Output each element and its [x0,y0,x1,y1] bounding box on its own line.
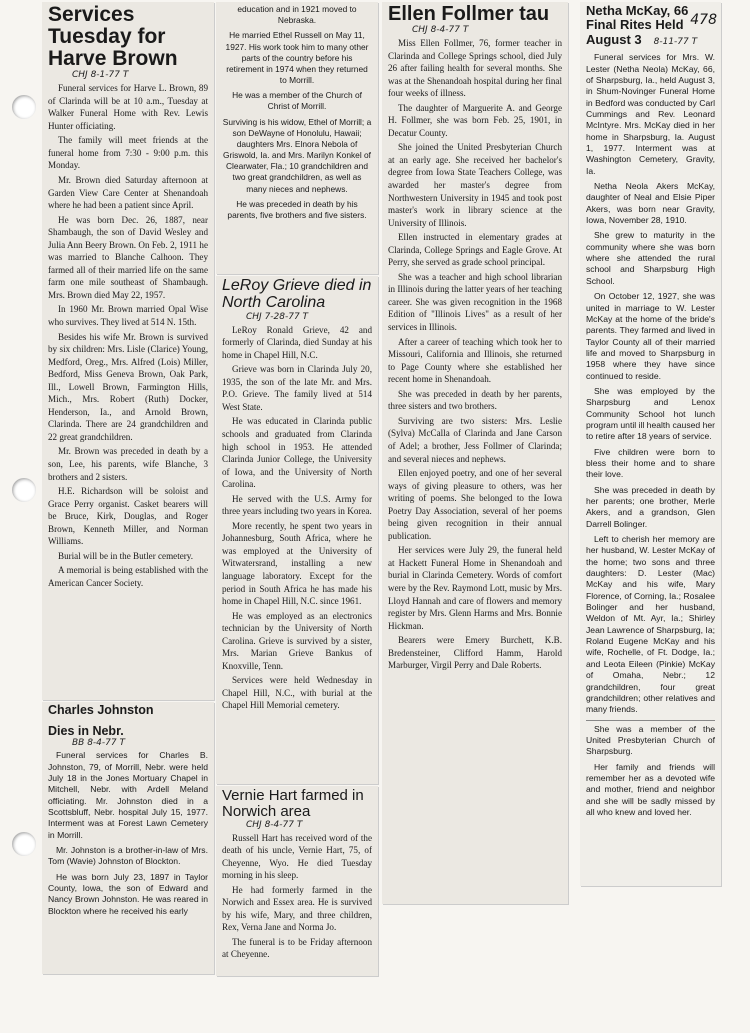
handwritten-note: CHJ 8-4-77 T [246,819,303,830]
binder-hole [12,95,36,119]
paragraph: Left to cherish her memory are her husband, W. Lester McKay of the home; two sons and three daughters: D. Lester (Mac) McKay and his wife, Mary Florence, of Corning, Ia.; Rosalee Bolinger and her husband, Weldon of Mt. Ayr, Ia.; Shirley Jean Lawrence of Sharpsburg, Ia; Roland Eugene McKay and his wife, Rochelle, of Ft. Dodge, Ia.; and Leota Eileen (Pinkie) McKay of Omaha, Nebr.; 12 grandchildren, four great grandchildren; other relatives and many friends. [586,534,715,715]
obituary-leroy-grieve [216,276,378,784]
paragraph: Besides his wife Mr. Brown is survived by six children: Mrs. Lisle (Clarice) Young, Medford, Oreg., Mrs. Alfred (Lois) Miller, Bedford, Miss Geneva Brown, Oak Park, Ill., Lowell Brown, Farmington Hills, Mich., Mrs. Robert (Ruth) Docker, Henderson, Ia., and Arnold Brown, Clarinda. There are 24 grandchildren and 22 great grandchildren. [48,331,208,442]
obituary-netha-mckay [580,2,721,886]
paragraph: She was employed by the Sharpsburg and Lenox Community School hot lunch program until ill health caused her to retire after 18 years of service. [586,385,715,442]
paragraph: Ellen enjoyed poetry, and one of her several ways of giving pleasure to others, was her writing of poems. She belonged to the Iowa Poetry Day Association, several of her poems being given recognition in their annual publication. [388,468,562,541]
page-number: 478 [690,12,717,28]
paragraph: H.E. Richardson will be soloist and Grace Perry organist. Casket bearers will be Bruce, Kirk, Douglas, and Roger Brown, Kenneth Miller, and Norman Williams. [48,486,208,547]
paragraph: In 1960 Mr. Brown married Opal Wise who survives. They lived at 514 N. 15th. [48,304,208,327]
paragraph: The family will meet friends at the funeral home from 7:30 - 9:00 p.m. this Monday. [48,135,208,171]
headline: Dies in Nebr. [48,724,124,739]
paragraph: He was employed as an electronics technician by the University of North Carolina. Grieve is survived by a sister, Mrs. Marian Grieve Bankus of Knoxville, Tenn. [222,610,372,671]
paragraph: Ellen instructed in elementary grades at Clarinda, College Springs and Eagle Grove. At Perry, she served as grade school principal. [388,232,562,268]
headline: Charles Johnston [48,703,154,717]
paragraph: She was preceded in death by her parents; one brother, Merle Akers, and a grandson, Glen Darrell Bolinger. [586,484,715,529]
paragraph: She was a member of the United Presbyterian Church of Sharpsburg. [586,723,715,757]
paragraph: Surviving is his widow, Ethel of Morrill; a son DeWayne of Honolulu, Hawaii; daughters Mrs. Elnora Nebola of Griswold, Ia. and Mrs. Marilyn Konkel of Clearwater, Fla.; 10 grandchildren and two great grandchildren, as well as many nieces and nephews. [222,116,372,194]
obituary-vernie-hart [216,786,378,976]
binder-hole [12,478,36,502]
paragraph: Mr. Brown was preceded in death by a son, Lee, his parents, wife Blanche, 3 brothers and 2 sisters. [48,446,208,482]
obituary-charles-johnston [42,702,214,974]
paragraph: Funeral services for Harve L. Brown, 89 of Clarinda will be at 10 a.m., Tuesday at Walker Funeral Home with Rev. Lewis Hunter officiating. [48,83,208,131]
paragraph: Russell Hart has received word of the death of his uncle, Vernie Hart, 75, of Cheyenne, Wyo. He died Tuesday morning in his sleep. [222,832,372,881]
headline: August 3 [586,32,642,48]
paragraph: Funeral services for Charles B. Johnston, 79, of Morrill, Nebr. were held July 18 in the Jones Mortuary Chapel in Mitchell, Nebr. with Ardell Meland officiating. Mr. Johnston died in a Scottsbluff, Nebr. hospital July 15, 1977. Interment was at Forest Lawn Cemetery in Morrill. [48,750,208,840]
paragraph: Bearers were Emery Burchett, K.B. Bredensteiner, Clifford Hamm, Harold Marburger, Virgil Perry and Dale Roberts. [388,635,562,671]
paragraph: She was preceded in death by her parents, three sisters and two brothers. [388,388,562,412]
paragraph: Netha Neola Akers McKay, daughter of Neal and Elsie Piper Akers, was born near Gravity, Iowa, November 28, 1910. [586,181,715,226]
paragraph: Surviving are two sisters: Mrs. Leslie (Sylva) McCalla of Clarinda and Jane Carson of Adel; a brother, Jess Follmer of Clarinda; and several nieces and nephews. [388,415,562,464]
binder-hole [12,832,36,856]
headline: Final Rites Held [586,16,684,32]
paragraph: He was born Dec. 26, 1887, near Shambaugh, the son of David Wesley and Julia Ann Beery Brown. On Feb. 2, 1911 he was married to Blanche Calhoon. They farmed all of their married life on the same farm one mile southeast of Shambaugh. Mrs. Brown died May 22, 1957. [48,214,208,300]
paragraph: The funeral is to be Friday afternoon at Cheyenne. [222,936,372,960]
paragraph: Five children were born to bless their home and to share their love. [586,446,715,480]
paragraph: On October 12, 1927, she was united in marriage to W. Lester McKay at the home of the bride's parents. They farmed and lived in Taylor County all of their married life and moved to Sharpsburg in 1958 where they have since continued to reside. [586,291,715,381]
handwritten-note: 8-11-77 T [653,37,698,48]
paragraph: LeRoy Ronald Grieve, 42 and formerly of Clarinda, died Sunday at his home in Chapel Hill, N.C. [222,324,372,360]
divider [586,720,715,721]
paragraph: He had formerly farmed in the Norwich and Essex area. He is survived by his wife, Mary, and three children, Rex, Verna Jane and Norma Jo. [222,884,372,933]
paragraph: He was educated in Clarinda public schools and graduated from Clarinda high school in 1953. He attended Clarinda Junior College, the University of Iowa, and the University of North Carolina. [222,416,372,490]
handwritten-note: CHJ 7-28-77 T [246,311,309,322]
headline: Netha McKay, 66 [586,3,689,18]
obituary-harve-brown [42,2,214,700]
paragraph: He was a member of the Church of Christ of Morrill. [232,90,362,112]
obituary-ellen-follmer [382,2,568,904]
paragraph: Services were held Wednesday in Chapel Hill, N.C., with burial at the Chapel Hill Memorial cemetery. [222,675,372,711]
headline: Ellen Follmer tau [388,3,550,25]
paragraph: The daughter of Marguerite A. and George H. Follmer, she was born Feb. 25, 1901, in Decatur County. [388,102,562,138]
paragraph: education and in 1921 moved to Nebraska. [237,4,357,26]
paragraph: She grew to maturity in the community where she was born where she attended the rural school and Sharpsburg High School. [586,230,715,286]
paragraph: Mr. Brown died Saturday afternoon at Garden View Care Center at Shenandoah where he had been a patient since April. [48,174,208,211]
paragraph: Mr. Johnston is a brother-in-law of Mrs. Tom (Wavie) Johnston of Blockton. [48,845,208,867]
paragraph: After a career of teaching which took her to Missouri, California and Illinois, she returned to Page County where she established her recent home in Shenandoah. [388,336,562,385]
handwritten-note: BB 8-4-77 T [72,738,125,749]
obituary-johnston-continued [216,2,378,274]
paragraph: Funeral services for Mrs. W. Lester (Netha Neola) McKay, 66, of Sharpsburg, Ia., held August 3, in Shum-Novinger Funeral Home in Bedford was conducted by Carl Cummings and Rev. Leonard McIntyre. Mrs. McKay died in her home in Sharpsburg, Ia. August 1, 1977. Interment was at Washington Cemetery, Gravity, Ia. [586,52,715,176]
headline: Vernie Hart farmed in Norwich area [222,787,364,820]
headline: Services Tuesday for Harve Brown [48,3,178,71]
paragraph: Her services were July 29, the funeral held at Hackett Funeral Home in Shenandoah and burial in Clarinda Cemetery. Words of comfort were by the Rev. Raymond Lott, music by Mrs. Lloyd Hannah and care of flowers and memory register by Mrs. Glenn Harms and Mrs. Bonnie Hickman. [388,545,562,631]
paragraph: He served with the U.S. Army for three years including two years in Korea. [222,493,372,517]
handwritten-note: CHJ 8-1-77 T [72,70,129,81]
headline: LeRoy Grieve died in North Carolina [222,277,372,311]
paragraph: Miss Ellen Follmer, 76, former teacher in Clarinda and College Springs school, died July 26 after failing health for several months. She was at the Shenandoah hospital during her final four weeks of illness. [388,38,562,99]
paragraph: Her family and friends will remember her as a devoted wife and mother, friend and neighbor and she will be sadly missed by all who knew and loved her. [586,761,715,817]
paragraph: He was preceded in death by his parents, five brothers and five sisters. [227,198,367,220]
paragraph: She was a teacher and high school librarian in Illinois during the latter years of her teaching career. She was given recognition in the 1968 Edition of "Illinois Lives" as a result of her services in Illinois. [388,271,562,333]
paragraph: She joined the United Presbyterian Church at an early age. She received her bachelor's degree from Iowa State Teachers College, was awarded her master's degree from Northwestern University in 1945 and took post master's work in library science at the University of Illinois. [388,142,562,228]
handwritten-note: CHJ 8-4-77 T [412,25,469,35]
paragraph: More recently, he spent two years in Johannesburg, South Africa, where he was employed at the University of Witwatersrand, installing a new language laboratory. Except for the period in South Africa he has made his home in Chapel Hill, N.C. since 1961. [222,520,372,607]
paragraph: Grieve was born in Clarinda July 20, 1935, the son of the late Mr. and Mrs. P.O. Grieve. The family lived at 514 West State. [222,364,372,412]
paragraph: A memorial is being established with the American Cancer Society. [48,565,208,588]
paragraph: Burial will be in the Butler cemetery. [58,550,194,561]
paragraph: He married Ethel Russell on May 11, 1927. His work took him to many other parts of the country before his retirement in 1974 when they returned to Morrill. [225,30,369,86]
paragraph: He was born July 23, 1897 in Taylor County, Iowa, the son of Edward and Nancy Brown Johnston. He was reared in Blockton where he received his early [48,871,208,916]
